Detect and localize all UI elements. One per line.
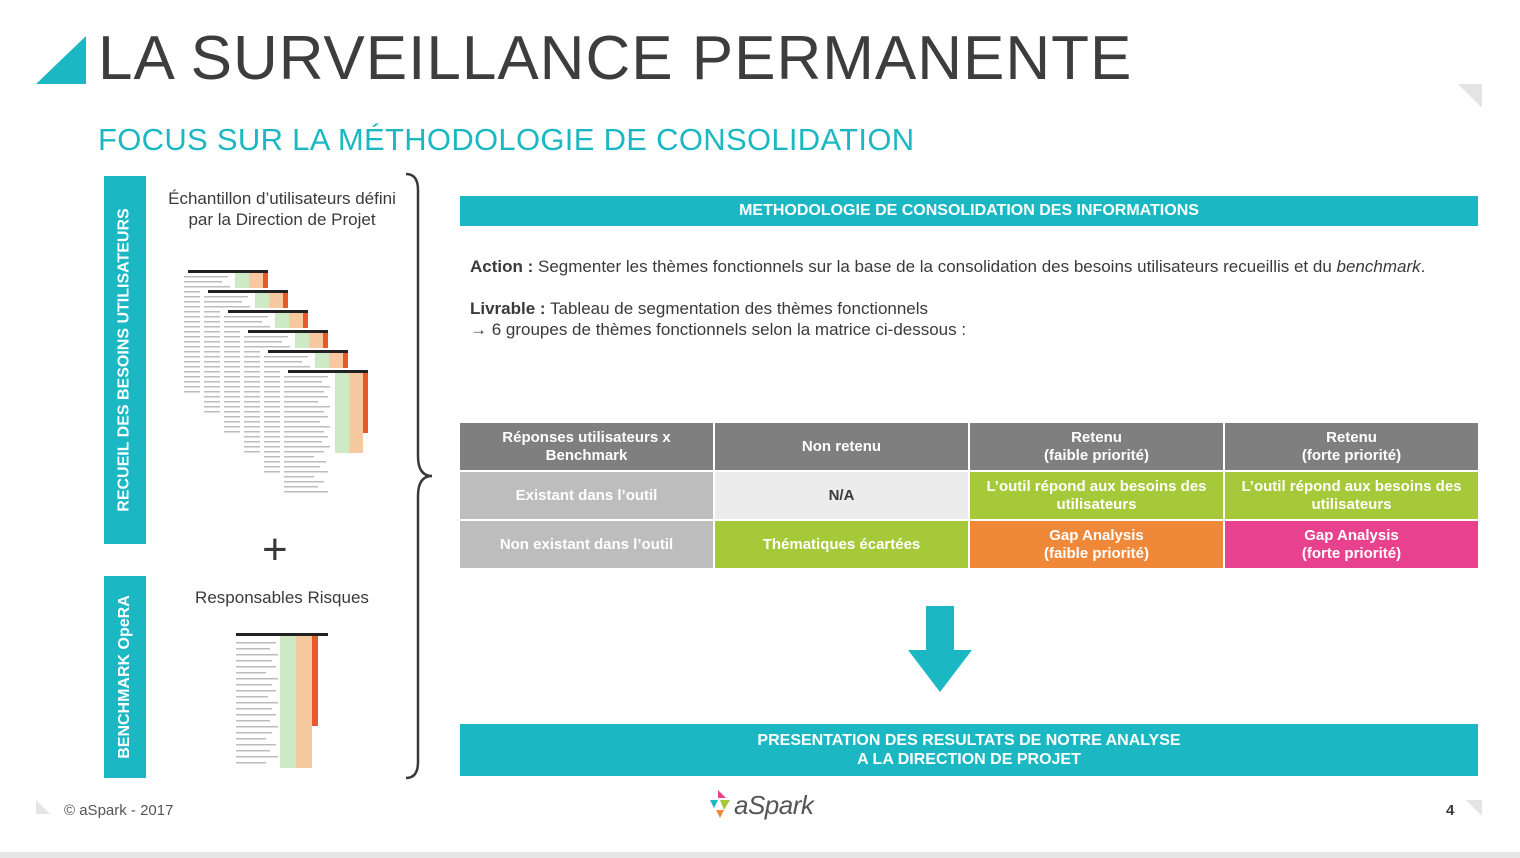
matrix-cell-na: N/A (714, 471, 969, 520)
matrix-header-cell: Retenu (faible priorité) (969, 422, 1224, 471)
bottom-divider (0, 852, 1520, 858)
livrable-line2: → 6 groupes de thèmes fonctionnels selon la matrice ci-dessous : (470, 320, 967, 339)
benchmark-spreadsheet-image (232, 632, 332, 772)
matrix-cell-green: L’outil répond aux besoins des utilisateurs (1224, 471, 1479, 520)
matrix-row (459, 471, 1479, 520)
action-end: . (1420, 257, 1426, 276)
corner-fold-icon (1458, 84, 1482, 108)
matrix-row-label: Existant dans l’outil (459, 471, 714, 520)
matrix-header-cell: Retenu (forte priorité) (1224, 422, 1479, 471)
down-arrow-icon (908, 606, 972, 692)
matrix-cell-green: Thématiques écartées (714, 520, 969, 569)
page-subtitle: FOCUS SUR LA MÉTHODOLOGIE DE CONSOLIDATION (98, 122, 915, 157)
results-banner-line1: PRESENTATION DES RESULTATS DE NOTRE ANALYSE (757, 732, 1181, 749)
action-text: Segmenter les thèmes fonctionnels sur la base de la consolidation des besoins utilisateurs recueillis et du (533, 257, 1337, 276)
title-triangle-icon (36, 36, 86, 84)
vertical-bar-recueil-label: RECUEIL DES BESOINS UTILISATEURS (116, 208, 134, 512)
risk-owners-label: Responsables Risques (195, 588, 369, 607)
livrable-label: Livrable : (470, 299, 546, 318)
matrix-header-cell: Réponses utilisateurs x Benchmark (459, 422, 714, 471)
spreadsheet-stack-image (180, 268, 380, 508)
vertical-bar-benchmark (104, 576, 146, 778)
description-block (470, 256, 1460, 340)
matrix-cell-orange: Gap Analysis (faible priorité) (969, 520, 1224, 569)
matrix-cell-green: L’outil répond aux besoins des utilisateurs (969, 471, 1224, 520)
vertical-bar-recueil (104, 176, 146, 544)
matrix-header-row (459, 422, 1479, 471)
livrable-line1 (470, 298, 1460, 319)
sample-description: Échantillon d’utilisateurs défini par la Direction de Projet (168, 189, 396, 229)
matrix-row-label: Non existant dans l’outil (459, 520, 714, 569)
vertical-bar-benchmark-label: BENCHMARK OpeRA (116, 595, 133, 759)
matrix-cell-pink: Gap Analysis (forte priorité) (1224, 520, 1479, 569)
logo-wordmark: aSpark (734, 790, 814, 820)
action-label: Action : (470, 257, 534, 276)
livrable-paragraph (470, 298, 1460, 340)
matrix-header-cell: Non retenu (714, 422, 969, 471)
action-paragraph (470, 256, 1460, 277)
livrable-text: Tableau de segmentation des thèmes fonctionnels (545, 299, 929, 318)
results-banner-line2: A LA DIRECTION DE PROJET (857, 751, 1081, 768)
page-number: 4 (1446, 802, 1455, 819)
matrix-row (459, 520, 1479, 569)
action-italic: benchmark (1336, 257, 1421, 276)
footer-corner-right-icon (1466, 800, 1482, 816)
plus-sign: + (262, 525, 288, 574)
footer-copyright: © aSpark - 2017 (64, 802, 174, 819)
results-banner (460, 724, 1478, 776)
curly-brace-icon (400, 172, 436, 780)
methodology-banner: METHODOLOGIE DE CONSOLIDATION DES INFORMATIONS (460, 196, 1478, 226)
segmentation-matrix (459, 422, 1479, 569)
page-title: LA SURVEILLANCE PERMANENTE (98, 24, 1133, 93)
footer-corner-icon (36, 800, 50, 814)
